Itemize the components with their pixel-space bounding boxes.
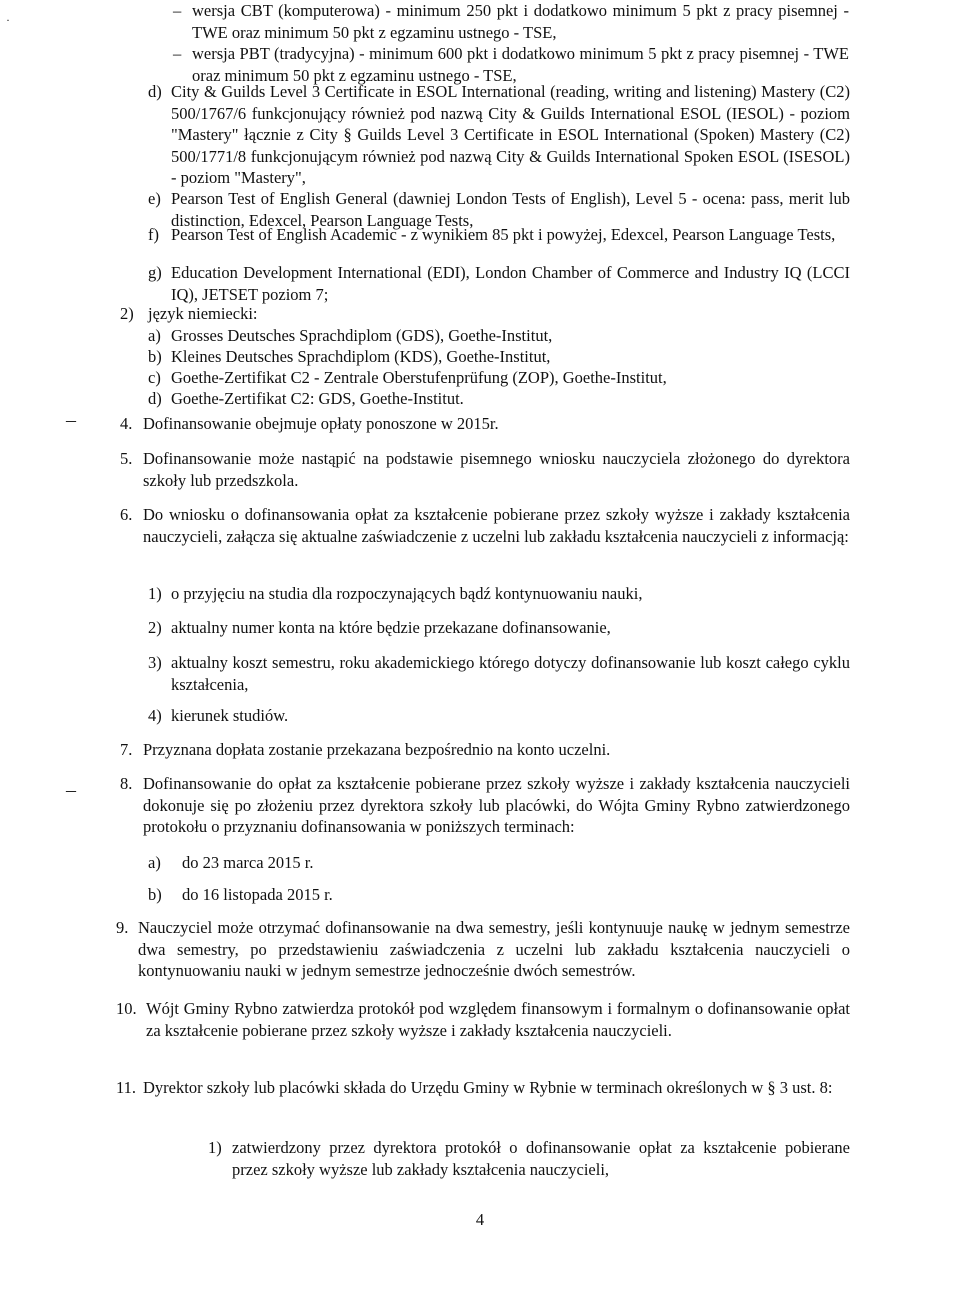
list-marker: 2) <box>120 304 134 323</box>
section-text: Przyznana dopłata zostanie przekazana bezpośrednio na konto uczelni. <box>143 740 611 759</box>
list-item-text: zatwierdzony przez dyrektora protokół o dofinansowanie opłat za kształcenie pobierane przez szkoły wyższe lub zakłady kształcenia nauczycieli, <box>232 1138 850 1179</box>
list-item-text: Pearson Test of English General (dawniej London Tests of English), Level 5 - ocena: pass, merit lub distinction, Edexcel, Pearson Language Tests, <box>171 189 850 230</box>
section-number: 8. <box>120 774 133 793</box>
list-item-text: wersja CBT (komputerowa) - minimum 250 pkt i dodatkowo minimum 5 pkt z pracy pisemnej - TWE oraz minimum 50 pkt z egzaminu ustnego - TSE, <box>192 1 849 42</box>
list-marker: d) <box>148 82 162 101</box>
section-number: 11. <box>116 1078 137 1097</box>
list-item-text: Kleines Deutsches Sprachdiplom (KDS), Goethe-Institut, <box>171 347 551 366</box>
margin-dash-mark: – <box>66 779 76 801</box>
list-item-text: City & Guilds Level 3 Certificate in ESOL International (reading, writing and listening) Mastery (C2) 500/1767/6 funkcjonujący również pod nazwą City & Guilds International ESOL (IESOL) - poziom "Mastery" łącznie z City § Guilds Level 3 Certificate in ESOL International (Spoken) Mastery (C2) 500/1771/8 funkcjonującym również pod nazwą City & Guilds International Spoken ESOL (ISESOL) - poziom "Mastery", <box>171 82 850 188</box>
list-marker: 4) <box>148 706 162 725</box>
section-number: 10. <box>116 999 137 1018</box>
section-text: Dofinansowanie do opłat za kształcenie pobierane przez szkoły wyższe i zakłady kształcenia nauczycieli dokonuje się po złożeniu przez dyrektora szkoły lub placówki, do Wójta Gminy Rybno zatwierdzonego protokołu o przyznaniu dofinansowania w poniższych terminach: <box>143 774 850 837</box>
list-marker: – <box>173 44 182 63</box>
list-marker: a) <box>148 853 161 872</box>
section-text: Wójt Gminy Rybno zatwierdza protokół pod względem finansowym i formalnym o dofinansowanie opłat za kształcenie pobierane przez szkoły wyższe i zakłady kształcenia nauczycieli. <box>146 999 850 1040</box>
section-text: Dofinansowanie obejmuje opłaty ponoszone w 2015r. <box>143 414 499 433</box>
list-marker: b) <box>148 885 162 904</box>
list-item-text: Pearson Test of English Academic - z wynikiem 85 pkt i powyżej, Edexcel, Pearson Language Tests, <box>171 225 836 244</box>
list-marker: g) <box>148 263 162 282</box>
list-item-text: o przyjęciu na studia dla rozpoczynających bądź kontynuowaniu nauki, <box>171 584 643 603</box>
section-text: Dyrektor szkoły lub placówki składa do Urzędu Gminy w Rybnie w terminach określonych w § 3 ust. 8: <box>143 1078 833 1097</box>
list-marker: e) <box>148 189 161 208</box>
section-text: Do wniosku o dofinansowania opłat za kształcenie pobierane przez szkoły wyższe i zakłady kształcenia nauczycieli, załącza się aktualne zaświadczenie z uczelni lub zakładu kształcenia nauczycieli z informacją: <box>143 505 850 546</box>
section-number: 9. <box>116 918 129 937</box>
section-number: 6. <box>120 505 133 524</box>
list-item-text: aktualny numer konta na które będzie przekazane dofinansowanie, <box>171 618 611 637</box>
list-item-text: Goethe-Zertifikat C2 - Zentrale Oberstufenprüfung (ZOP), Goethe-Institut, <box>171 368 667 387</box>
margin-dot-mark: · <box>6 13 10 27</box>
list-marker: d) <box>148 389 162 408</box>
list-marker: 1) <box>208 1138 222 1157</box>
section-text: Nauczyciel może otrzymać dofinansowanie na dwa semestry, jeśli kontynuuje naukę w jednym semestrze dwa semestry, po przedstawieniu zaświadczenia z uczelni lub zakładu kształcenia nauczycieli o kontynuowaniu nauki w jednym semestrze jednocześnie dwóch semestrów. <box>138 918 850 981</box>
list-marker: c) <box>148 368 161 387</box>
list-item-text: do 23 marca 2015 r. <box>182 853 314 872</box>
list-item-text: Grosses Deutsches Sprachdiplom (GDS), Goethe-Institut, <box>171 326 553 345</box>
list-marker: 3) <box>148 653 162 672</box>
list-item-text: aktualny koszt semestru, roku akademickiego którego dotyczy dofinansowanie lub koszt całego cyklu kształcenia, <box>171 653 850 694</box>
section-number: 7. <box>120 740 133 759</box>
section-number: 4. <box>120 414 133 433</box>
list-marker: a) <box>148 326 161 345</box>
list-item-text: Goethe-Zertifikat C2: GDS, Goethe-Institut. <box>171 389 464 408</box>
list-item-text: do 16 listopada 2015 r. <box>182 885 333 904</box>
section-heading: język niemiecki: <box>148 304 258 323</box>
list-item-text: Education Development International (EDI), London Chamber of Commerce and Industry IQ (LCCI IQ), JETSET poziom 7; <box>171 263 850 304</box>
page-number: 4 <box>475 1210 485 1229</box>
margin-dash-mark: – <box>66 409 76 431</box>
list-marker: 1) <box>148 584 162 603</box>
list-marker: 2) <box>148 618 162 637</box>
list-marker: – <box>173 1 182 20</box>
list-item-text: kierunek studiów. <box>171 706 289 725</box>
list-marker: f) <box>148 225 159 244</box>
list-item-text: wersja PBT (tradycyjna) - minimum 600 pkt i dodatkowo minimum 5 pkt z pracy pisemnej - TWE oraz minimum 50 pkt z egzaminu ustnego - TSE, <box>192 44 849 85</box>
list-marker: b) <box>148 347 162 366</box>
section-text: Dofinansowanie może nastąpić na podstawie pisemnego wniosku nauczyciela złożonego do dyrektora szkoły lub przedszkola. <box>143 449 850 490</box>
section-number: 5. <box>120 449 133 468</box>
